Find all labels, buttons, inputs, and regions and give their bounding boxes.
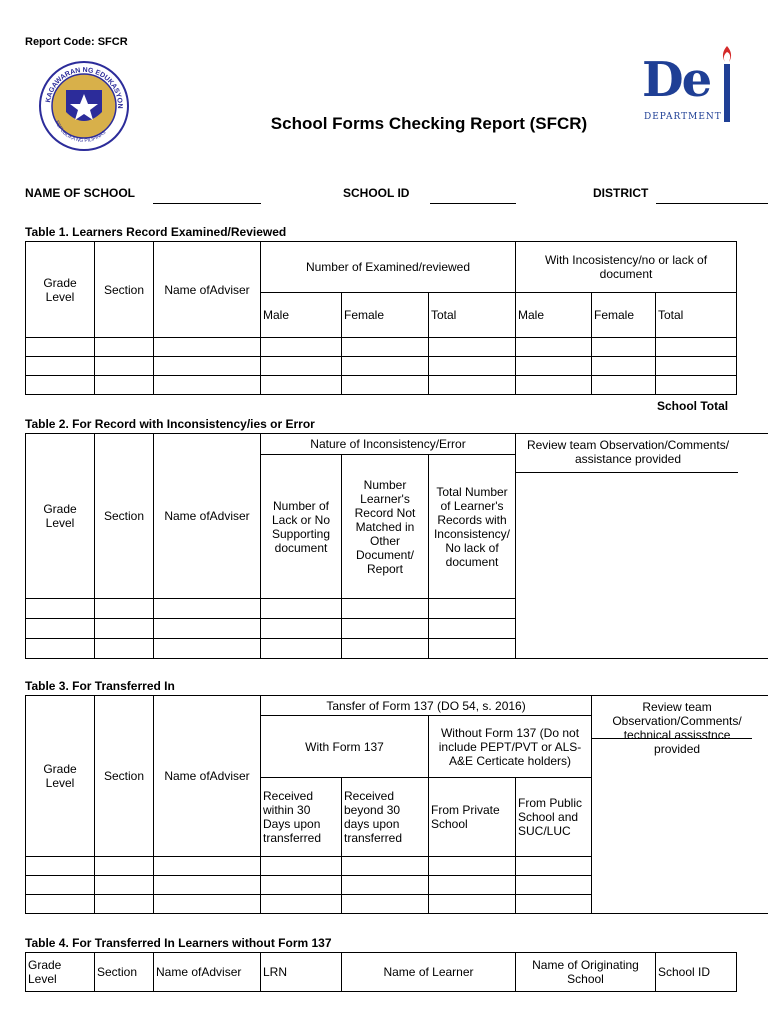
col-male: Male	[516, 293, 592, 338]
seal-top-text: KAGAWARAN NG EDUKASYON	[45, 66, 124, 109]
logo-text: De	[642, 52, 711, 108]
school-id-field[interactable]	[430, 203, 516, 204]
col-lack: Number of Lack or No Supporting document	[261, 455, 342, 599]
district-label: DISTRICT	[593, 186, 649, 200]
col-grade-level: Grade Level	[26, 953, 95, 992]
table3	[25, 695, 768, 914]
school-total-label: School Total	[657, 399, 729, 413]
col-observation	[516, 434, 768, 659]
col-origin-school: Name of Originating School	[516, 953, 656, 992]
group-transfer: Tansfer of Form 137 (DO 54, s. 2016)	[261, 696, 592, 716]
col-private: From Private School	[429, 778, 516, 857]
col-adviser: Name ofAdviser	[154, 953, 261, 992]
school-name-label: NAME OF SCHOOL	[25, 186, 135, 200]
table-row	[26, 357, 737, 376]
table1-title: Table 1. Learners Record Examined/Reviewed	[25, 225, 287, 239]
deped-seal-image	[36, 60, 132, 152]
table2-wrapper	[25, 433, 768, 659]
col-within-30: Received within 30 Days upon transferred	[261, 778, 342, 857]
report-code: Report Code: SFCR	[25, 36, 128, 48]
observation-header: Review team Observation/Comments/ technical assisstnce provided	[592, 696, 752, 739]
col-female: Female	[342, 293, 429, 338]
table3-wrapper	[25, 695, 768, 917]
col-total: Total Number of Learner's Records with Inconsistency/ No lack of document	[429, 455, 516, 599]
group-examined: Number of Examined/reviewed	[261, 242, 516, 293]
col-adviser: Name ofAdviser	[154, 242, 261, 338]
district-field[interactable]	[656, 203, 768, 204]
deped-logo	[640, 46, 768, 136]
seal-bottom-text: REPUBLIKA NG PILIPINAS	[53, 119, 108, 145]
col-total: Total	[429, 293, 516, 338]
col-section: Section	[95, 434, 154, 599]
col-male: Male	[261, 293, 342, 338]
table4-title: Table 4. For Transferred In Learners without Form 137	[25, 936, 332, 950]
col-learner: Name of Learner	[342, 953, 516, 992]
col-female: Female	[592, 293, 656, 338]
group-with-form: With Form 137	[261, 716, 429, 778]
col-section: Section	[95, 696, 154, 857]
observation-header: Review team Observation/Comments/ assistance provided	[516, 434, 738, 473]
col-grade-level: Grade Level	[26, 696, 95, 857]
table3-title: Table 3. For Transferred In	[25, 679, 175, 693]
col-beyond-30: Received beyond 30 days upon transferred	[342, 778, 429, 857]
col-school-id: School ID	[656, 953, 737, 992]
group-inconsistency: With Incosistency/no or lack of document	[516, 242, 737, 293]
page-title: School Forms Checking Report (SFCR)	[270, 114, 588, 133]
col-grade-level: Grade Level	[26, 242, 95, 338]
col-observation	[592, 696, 768, 914]
col-section: Section	[95, 953, 154, 992]
col-not-matched: Number Learner's Record Not Matched in Other Document/ Report	[342, 455, 429, 599]
col-section: Section	[95, 242, 154, 338]
table-row	[26, 376, 737, 395]
col-grade-level: Grade Level	[26, 434, 95, 599]
table4	[25, 952, 737, 992]
torch-icon	[720, 46, 734, 124]
school-name-field[interactable]	[153, 203, 261, 204]
logo-subtext: DEPARTMENT	[644, 112, 722, 122]
col-lrn: LRN	[261, 953, 342, 992]
col-total: Total	[656, 293, 737, 338]
table-row	[26, 338, 737, 357]
school-id-label: SCHOOL ID	[343, 186, 410, 200]
group-without-form: Without Form 137 (Do not include PEPT/PVT or ALS-A&E Certicate holders)	[429, 716, 592, 778]
table1	[25, 241, 737, 395]
group-nature: Nature of Inconsistency/Error	[261, 434, 516, 455]
col-adviser: Name ofAdviser	[154, 434, 261, 599]
col-public: From Public School and SUC/LUC	[516, 778, 592, 857]
table2-title: Table 2. For Record with Inconsistency/ies or Error	[25, 417, 315, 431]
col-adviser: Name ofAdviser	[154, 696, 261, 857]
table2	[25, 433, 768, 659]
